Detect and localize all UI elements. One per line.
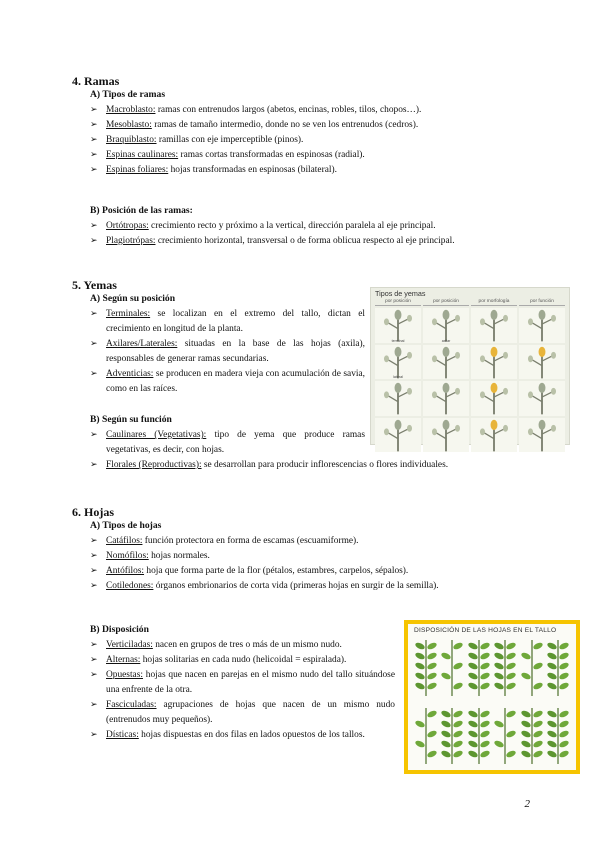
bud-illustration (471, 418, 517, 453)
list-item: ➢ Fasciculadas: agrupaciones de hojas que nacen de un mismo nudo (entrenudos muy pequeños). (90, 698, 395, 728)
subheading-tipos-de-ramas: A) Tipos de ramas (90, 89, 166, 100)
bud-illustration (519, 345, 565, 380)
leaf-arrangement-icon (440, 706, 464, 766)
bud-illustration (519, 418, 565, 453)
list-item: ➢ Plagiotrópas: crecimiento horizontal, transversal o de forma oblicua respecto al eje principal. (90, 234, 540, 249)
list-item: ➢ Espinas foliares: hojas transformadas en espinosas (bilateral). (90, 163, 530, 178)
bud-icon (519, 345, 565, 380)
figure-row (414, 706, 570, 766)
figure-disposicion-hojas (404, 620, 580, 774)
plant-illustration (520, 706, 544, 766)
list-item: ➢ Opuestas: hojas que nacen en parejas en el mismo nudo del tallo situándose una enfrente de la otra. (90, 668, 395, 698)
plant-illustration (467, 638, 491, 698)
figure-column-headers (375, 299, 565, 306)
bud-icon (519, 308, 565, 343)
bud-illustration (423, 418, 469, 453)
figure-tipos-de-yemas (370, 287, 570, 445)
figure-column-header: por morfología (471, 299, 517, 306)
plant-illustration (467, 706, 491, 766)
section-heading-hojas: 6. Hojas (72, 505, 114, 519)
bud-icon (519, 418, 565, 453)
figure-row (414, 638, 570, 698)
plant-illustration (520, 638, 544, 698)
leaf-arrangement-icon (414, 638, 438, 698)
list-item: ➢ Terminales: se localizan en el extremo del tallo, dictan el crecimiento en longitud de la planta. (90, 307, 365, 337)
list-item: ➢ Adventicias: se producen en madera vieja con acumulación de savia, como en las raíces. (90, 367, 365, 397)
bud-icon (471, 345, 517, 380)
bud-icon (423, 418, 469, 453)
bud-illustration (471, 381, 517, 416)
figure-column-header: por posición (423, 299, 469, 306)
list-item: ➢ Nomófilos: hojas normales. (90, 549, 550, 564)
leaf-arrangement-icon (414, 706, 438, 766)
figure-column-header: por función (519, 299, 565, 306)
leaf-arrangement-icon (520, 638, 544, 698)
list-yemas-posicion (90, 307, 365, 397)
bud-icon (471, 418, 517, 453)
bud-icon (471, 308, 517, 343)
list-item: ➢ Axilares/Laterales: situadas en la base de las hojas (axila), responsables de generar ramas secundarias. (90, 337, 365, 367)
subheading-segun-posicion: A) Según su posición (90, 293, 176, 304)
list-item: ➢ Florales (Reproductivas): se desarrollan para producir inflorescencias o flores individuales. (90, 458, 550, 473)
subheading-tipos-de-hojas: A) Tipos de hojas (90, 520, 162, 531)
figure-title: Tipos de yemas (375, 289, 426, 298)
bud-caption: terminal (391, 338, 405, 343)
list-yemas-funcion-2 (90, 458, 550, 473)
list-item: ➢ Catáfilos: función protectora en forma de escamas (escuamiforme). (90, 534, 550, 549)
list-item: ➢ Antófilos: hoja que forma parte de la flor (pétalos, estambres, carpelos, sépalos). (90, 564, 550, 579)
subheading-posicion-ramas: B) Posición de las ramas: (90, 205, 193, 216)
leaf-arrangement-icon (546, 638, 570, 698)
plant-illustration (546, 638, 570, 698)
bud-icon (375, 418, 421, 453)
figure-column-header: por posición (375, 299, 421, 306)
list-item: ➢ Dísticas: hojas dispuestas en dos filas en lados opuestos de los tallos. (90, 728, 395, 743)
leaf-arrangement-icon (546, 706, 570, 766)
plant-illustration (414, 706, 438, 766)
bud-icon (375, 381, 421, 416)
bud-caption: lateral (393, 375, 403, 379)
leaf-arrangement-icon (440, 638, 464, 698)
bud-icon (519, 381, 565, 416)
list-yemas-funcion (90, 428, 365, 458)
bud-icon (423, 308, 469, 343)
list-item: ➢ Espinas caulinares: ramas cortas transformadas en espinosas (radial). (90, 148, 530, 163)
leaf-arrangement-icon (493, 638, 517, 698)
list-item: ➢ Alternas: hojas solitarias en cada nudo (helicoidal = espiralada). (90, 653, 395, 668)
bud-illustration (423, 345, 469, 380)
plant-illustration (440, 638, 464, 698)
plant-illustration (493, 638, 517, 698)
list-tipos-de-hojas (90, 534, 550, 594)
subheading-segun-funcion: B) Según su función (90, 414, 172, 425)
list-disposicion (90, 638, 395, 743)
list-item: ➢ Caulinares (Vegetativas): tipo de yema que produce ramas vegetativas, es decir, con hojas. (90, 428, 365, 458)
section-heading-ramas: 4. Ramas (72, 74, 120, 88)
bud-icon (423, 381, 469, 416)
bud-illustration (423, 381, 469, 416)
plant-illustration (546, 706, 570, 766)
leaf-arrangement-icon (467, 638, 491, 698)
bud-icon (375, 308, 421, 343)
list-item: ➢ Cotiledones: órganos embrionarios de corta vida (primeras hojas en surgir de la semilla). (90, 579, 550, 594)
leaf-arrangement-icon (467, 706, 491, 766)
bud-illustration (471, 345, 517, 380)
section-heading-yemas: 5. Yemas (72, 278, 117, 292)
bud-illustration (375, 345, 421, 380)
list-item: ➢ Macroblasto: ramas con entrenudos largos (abetos, encinas, robles, tilos, chopos…). (90, 103, 530, 118)
leaf-arrangement-icon (493, 706, 517, 766)
page-number: 2 (524, 798, 530, 810)
figure-panel (408, 624, 576, 770)
figure-title: DISPOSICIÓN DE LAS HOJAS EN EL TALLO (414, 627, 557, 634)
list-tipos-de-ramas (90, 103, 530, 178)
list-posicion-ramas (90, 219, 540, 249)
list-item: ➢ Verticiladas: nacen en grupos de tres o más de un mismo nudo. (90, 638, 395, 653)
subheading-disposicion: B) Disposición (90, 624, 149, 635)
bud-illustration (375, 308, 421, 343)
bud-illustration (375, 418, 421, 453)
bud-icon (423, 345, 469, 380)
bud-icon (375, 345, 421, 380)
plant-illustration (414, 638, 438, 698)
bud-illustration (519, 381, 565, 416)
leaf-arrangement-icon (520, 706, 544, 766)
bud-illustration (519, 308, 565, 343)
bud-illustration (423, 308, 469, 343)
bud-illustration (471, 308, 517, 343)
list-item: ➢ Ortótropas: crecimiento recto y próximo a la vertical, dirección paralela al eje principal. (90, 219, 540, 234)
list-item: ➢ Mesoblasto: ramas de tamaño intermedio, donde no se ven los entrenudos (cedros). (90, 118, 530, 133)
list-item: ➢ Braquiblasto: ramillas con eje imperceptible (pinos). (90, 133, 530, 148)
plant-illustration (493, 706, 517, 766)
bud-illustration (375, 381, 421, 416)
figure-grid (375, 308, 565, 441)
plant-illustration (440, 706, 464, 766)
bud-caption: axilar (441, 338, 451, 343)
bud-icon (471, 381, 517, 416)
